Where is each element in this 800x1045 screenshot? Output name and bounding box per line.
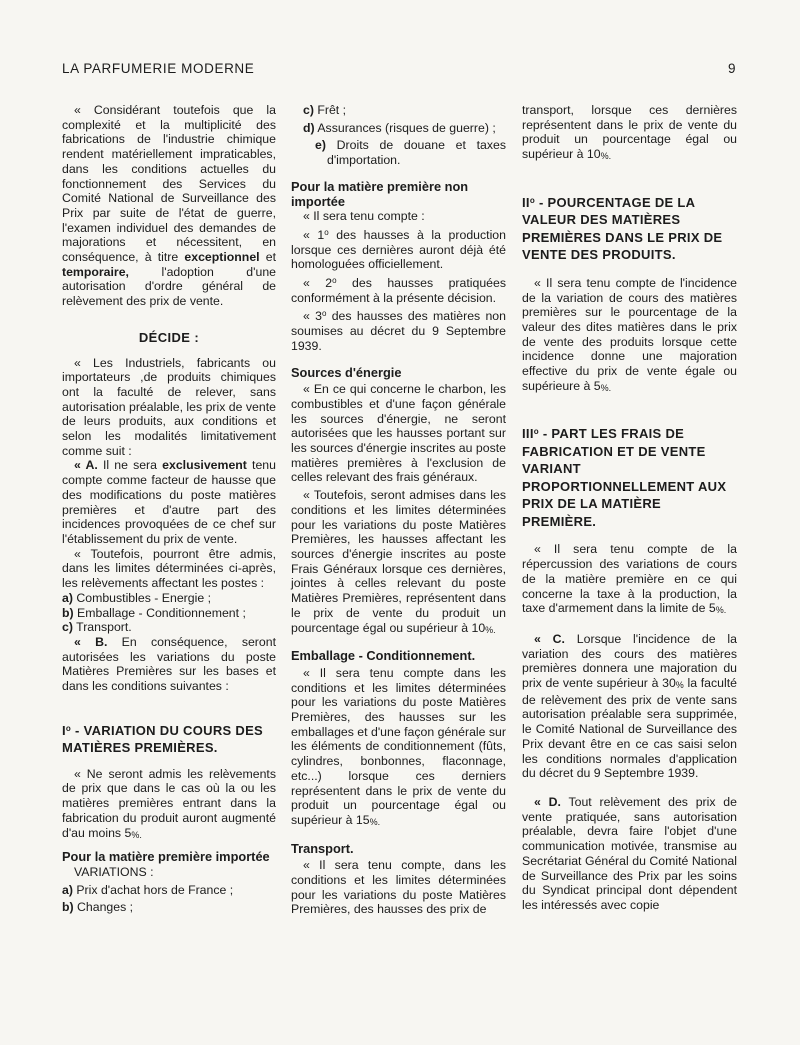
percent-sign: %.	[131, 829, 142, 840]
percent-sign: %.	[485, 624, 496, 635]
list-label: c)	[62, 620, 73, 635]
ordinal: o	[321, 309, 327, 319]
section-number: III	[522, 426, 534, 442]
paragraph-emballage	[291, 666, 506, 830]
paragraph-transport-cont	[522, 103, 737, 164]
ordinal: o	[332, 276, 337, 286]
text: et	[265, 250, 277, 265]
text: « Il sera tenu compte de la répercussion des variations de cours de la matière première en ce qui concerne la taxe à la production, la taxe d'armement dans la limite de 5	[522, 542, 737, 616]
text: « Ne seront admis les relèvements de prix que dans le cas où la ou les matières premières entrant dans la fabrication du produit auront augmenté d'au moins 5	[62, 766, 276, 840]
list-label: d)	[303, 120, 315, 135]
paragraph-incidence	[522, 276, 737, 396]
section-title: - POURCENTAGE DE LA VALEUR DES MATIÈRES PREMIÈRES DANS LE PRIX DE VENTE DES PRODUITS.	[522, 194, 723, 263]
paragraph-d	[522, 795, 737, 913]
paragraph-2	[291, 276, 506, 305]
list-text: Droits de douane et taxes d'importation.	[327, 138, 506, 168]
paragraph-c	[522, 632, 737, 781]
text: « Considérant toutefois que la complexité et la multiplicité des fabrications de l'industrie chimique rendent matériellement impraticables, dans les conditions actuelles du fonctionnement des Services du Comité National de Surveillance des Prix par suite de l'état de guerre, l'examen individuel des demandes de majorations et nécessitent, en conséquence, à titre	[62, 103, 276, 265]
list-text: Changes ;	[77, 900, 134, 915]
column-2	[291, 103, 506, 917]
paragraph-3	[291, 309, 506, 353]
decide-heading: DÉCIDE :	[138, 329, 200, 345]
text: Lorsque l'incidence de la variation des cours des matières premières donnera une majoration du prix de vente supérieur à 30	[522, 631, 737, 691]
list-label: a)	[62, 590, 73, 605]
text: En conséquence, seront autorisées les variations du poste Matières Premières sur les bases et dans les conditions suivantes :	[62, 634, 276, 694]
ordinal: o	[533, 427, 539, 437]
section-title: - VARIATION DU COURS DES MATIÈRES PREMIÈRES.	[62, 722, 264, 756]
subheading-importee: Pour la matière première importée	[62, 849, 270, 865]
text: « Il sera tenu compte de l'incidence de la variation de cours des matières premières sur le pourcentage de la valeur des dites matières dans le prix de vente des produits lorsque cette incidence donne une majoration effective du prix de vente égale ou supérieure à 5	[522, 275, 737, 393]
text: « 2	[303, 276, 333, 291]
paragraph-label: « B.	[74, 634, 108, 649]
list-label: b)	[62, 605, 74, 620]
list-item	[291, 103, 506, 118]
list-item	[62, 591, 276, 606]
text: « 3	[303, 309, 322, 324]
subheading-emballage: Emballage - Conditionnement.	[291, 648, 476, 664]
text: l'adoption d'une autorisation d'ordre général de relèvement des prix de vente.	[62, 264, 276, 309]
percent-sign: %.	[600, 382, 612, 393]
text: transport, lorsque ces dernières représentent dans le prix de vente du produit un pourcentage égal ou supérieur à 10	[522, 103, 737, 162]
percent-sign: %.	[715, 605, 727, 616]
paragraph-repercussion	[522, 542, 737, 618]
subheading-sources-energie: Sources d'énergie	[291, 364, 402, 380]
paragraph-toutefois-energie	[291, 488, 506, 637]
percent-sign: %.	[600, 151, 612, 162]
bold-text: exceptionnel	[184, 250, 260, 265]
list-text: Assurances (risques de guerre) ;	[317, 120, 496, 135]
text: des hausses des matières non soumises au décret du 9 Septembre 1939.	[291, 309, 506, 353]
section-number: I	[62, 722, 66, 738]
paragraph-label: « A.	[74, 458, 98, 473]
paragraph-1	[291, 228, 506, 272]
text: la faculté de relèvement des prix de vente sans autorisation préalable sera supprimée, le Comité National de Surveillance des Prix devant être en ce cas saisi selon les conditions normales d'application du décret du 9 Septembre 1939.	[522, 676, 737, 781]
list-item	[303, 138, 506, 167]
list-text: Emballage - Conditionnement ;	[77, 605, 246, 620]
section-3-heading	[522, 425, 737, 530]
list-label: b)	[62, 900, 74, 915]
list-text: Combustibles - Energie ;	[76, 590, 212, 605]
list-label: e)	[315, 138, 326, 153]
column-1	[62, 103, 276, 915]
page-number: 9	[728, 61, 736, 76]
list-item	[62, 900, 276, 915]
list-label: a)	[62, 882, 73, 897]
list-item	[291, 121, 506, 136]
bold-text: exclusivement	[162, 458, 247, 473]
paragraph-charbon: « En ce qui concerne le charbon, les combustibles et d'une façon générale les sources d'énergie, ne seront autorisées que les hausses portant sur les sources d'énergie inscrites au poste matières premières à l'exclusion de celles relevant des frais généraux.	[291, 382, 506, 485]
paragraph-label: « D.	[534, 794, 561, 809]
journal-title: LA PARFUMERIE MODERNE	[62, 61, 255, 76]
list-item	[62, 606, 276, 621]
section-2-heading	[522, 194, 737, 264]
subheading-transport: Transport.	[291, 840, 354, 856]
list-item	[62, 883, 276, 898]
percent-sign: %.	[369, 816, 381, 827]
section-1-heading	[62, 722, 276, 757]
subheading-non-importee: Pour la matière première non importée	[291, 178, 469, 209]
text: tenu compte comme facteur de hausse que des modifications du poste matières premières et d'autre part des incidences provoquées de ce chef sur l'établissement du prix de vente.	[62, 458, 276, 546]
paragraph-transport: « Il sera tenu compte, dans les conditions et les limites déterminées pour les variations du poste Matières Premières, des hausses des prix de	[291, 858, 506, 917]
list-text: Transport.	[76, 620, 132, 635]
paragraph-toutefois: « Toutefois, pourront être admis, dans les limites déterminées ci-après, les relèvements affectant les postes :	[62, 546, 276, 591]
section-number: II	[522, 194, 530, 210]
text: Il ne sera	[102, 458, 157, 473]
ordinal: o	[324, 227, 329, 237]
paragraph-label: « C.	[534, 631, 565, 646]
column-3	[522, 103, 737, 913]
paragraph-industriels: « Les Industriels, fabricants ou importateurs ,de produits chimiques ont la faculté de relever, sans autorisation préalable, les prix de vente de leurs produits, aux conditions et selon les modalités limitativement comme suit :	[62, 355, 276, 458]
text: des hausses pratiquées conformément à la présente décision.	[291, 276, 506, 305]
list-text: Frêt ;	[317, 103, 347, 117]
section-title: - PART LES FRAIS DE FABRICATION ET DE VENTE VARIANT PROPORTIONNELLEMENT AUX PRIX DE LA MATIÈRE PREMIÈRE.	[522, 426, 727, 529]
paragraph-a	[62, 458, 276, 546]
variations-label: VARIATIONS :	[74, 864, 154, 879]
text: « Toutefois, seront admises dans les conditions et les limites déterminées pour les variations du poste Matières Premières, les hausses affectant les sources d'énergie inscrites au poste Frais Généraux lorsque ces dernières, jointes à celles relevant du poste Matières Premières, représentent dans le prix de vente du produit un pourcentage égal ou supérieur à 10	[291, 488, 506, 635]
list-item	[62, 620, 276, 635]
list-text: Prix d'achat hors de France ;	[76, 882, 234, 897]
ordinal: o	[65, 723, 72, 733]
ordinal: o	[529, 195, 536, 205]
bold-text: temporaire,	[62, 264, 129, 279]
list-label: c)	[303, 103, 314, 117]
text: « 1	[303, 227, 325, 242]
paragraph-relevements	[62, 767, 276, 843]
text: des hausses à la production lorsque ces dernières auront déjà été homologuées officiellement.	[291, 227, 506, 272]
paragraph-considerant	[62, 103, 276, 309]
paragraph-b	[62, 635, 276, 694]
percent-sign: %	[675, 680, 684, 691]
text: « Il sera tenu compte dans les conditions et les limites déterminées pour les variations du poste Matières Premières, des hausses sur les emballages et d'une façon générale sur les éléments de conditionnement (fûts, cylindres, bonbonnes, flaconnage, etc...) lorsque ces derniers représentent dans le prix de vente du produit un pourcentage égal ou supérieur à 15	[291, 665, 506, 827]
paragraph-tenu-compte: « Il sera tenu compte :	[303, 209, 425, 224]
text: Tout relèvement des prix de vente pratiquée, sans autorisation préalable, devra faire l'objet d'une communication motivée, transmise au Secrétariat Général du Comité National de Surveillance des Prix par les soins du Syndicat principal dont dépendent les intéressés avec copie	[522, 794, 737, 912]
